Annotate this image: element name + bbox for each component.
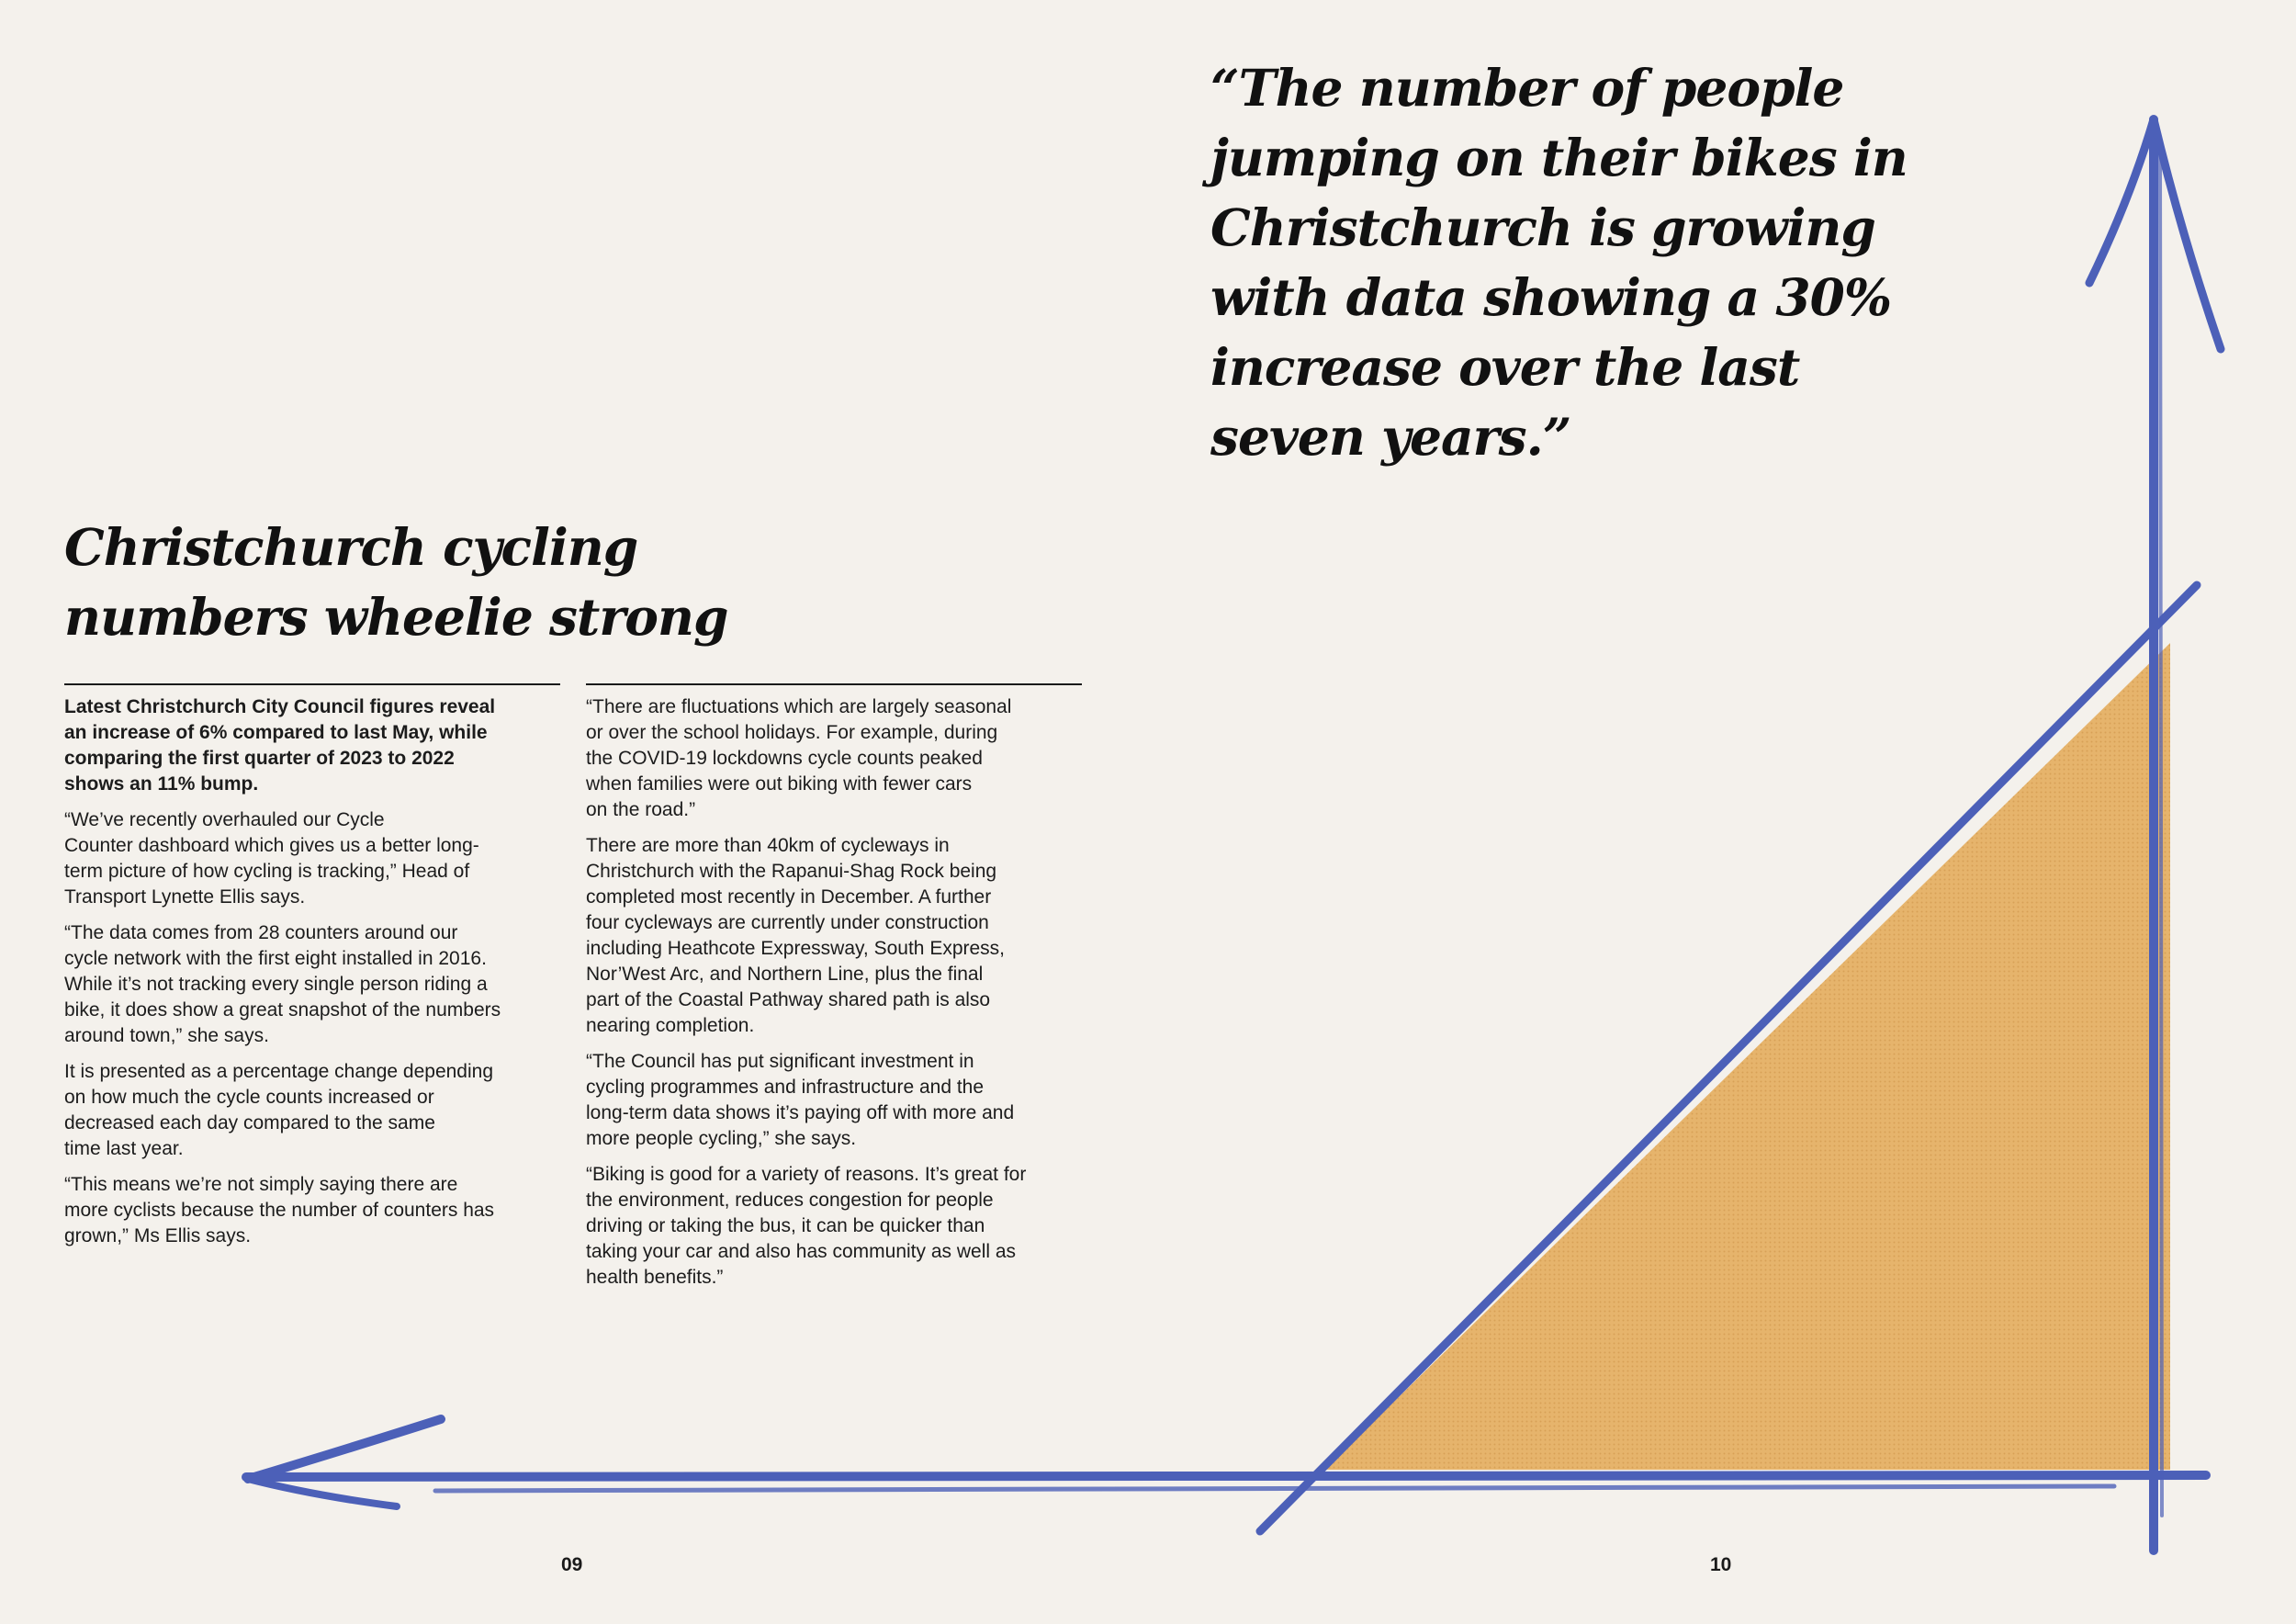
page-number-left: 09 <box>561 1554 583 1575</box>
page-number-right: 10 <box>1710 1554 1732 1575</box>
headline-text: Christchurch cycling numbers wheelie strong <box>64 517 728 647</box>
article-headline <box>64 513 762 652</box>
body-paragraph: “The data comes from 28 counters around our cycle network with the first eight installed in 2016. While it’s not tracking every single person riding a bike, it does show a great snapshot of the numbers around town,” she says. <box>64 922 501 1046</box>
body-paragraph: “We’ve recently overhauled our Cycle Counter dashboard which gives us a better long- term picture of how cycling is tracking,” Head of Transport Lynette Ellis says. <box>64 809 479 908</box>
body-paragraph: “There are fluctuations which are largely seasonal or over the school holidays. For example, during the COVID-19 lockdowns cycle counts peaked when families were out biking with fewer cars on the road.” <box>586 696 1012 820</box>
article-column-left <box>64 683 560 1259</box>
pull-quote <box>1210 53 2000 472</box>
growth-triangle-shape <box>1324 643 2170 1470</box>
body-paragraph: There are more than 40km of cycleways in Christchurch with the Rapanui-Shag Rock being completed most recently in December. A further four cycleways are currently under construction including Heathcote Expressway, South Express, Nor’West Arc, and Northern Line, plus the final part of the Coastal Pathway shared path is also nearing completion. <box>586 835 1006 1036</box>
body-paragraph: It is presented as a percentage change depending on how much the cycle counts increased or decreased each day compared to the same time last year. <box>64 1061 494 1159</box>
intro-paragraph: Latest Christchurch City Council figures reveal an increase of 6% compared to last May, while comparing the first quarter of 2023 to 2022 shows an 11% bump. <box>64 696 496 795</box>
pull-quote-text: “The number of people jumping on their bikes in Christchurch is growing with data showing a 30% increase over the last seven years.” <box>1210 58 1908 467</box>
body-paragraph: “This means we’re not simply saying there are more cyclists because the number of counters has grown,” Ms Ellis says. <box>64 1174 495 1246</box>
body-paragraph: “The Council has put significant investment in cycling programmes and infrastructure and the long-term data shows it’s paying off with more and more people cycling,” she says. <box>586 1051 1015 1149</box>
article-column-right <box>586 683 1082 1301</box>
body-paragraph: “Biking is good for a variety of reasons. It’s great for the environment, reduces congestion for people driving or taking the bus, it can be quicker than taking your car and also has community as well as health benefits.” <box>586 1164 1027 1288</box>
